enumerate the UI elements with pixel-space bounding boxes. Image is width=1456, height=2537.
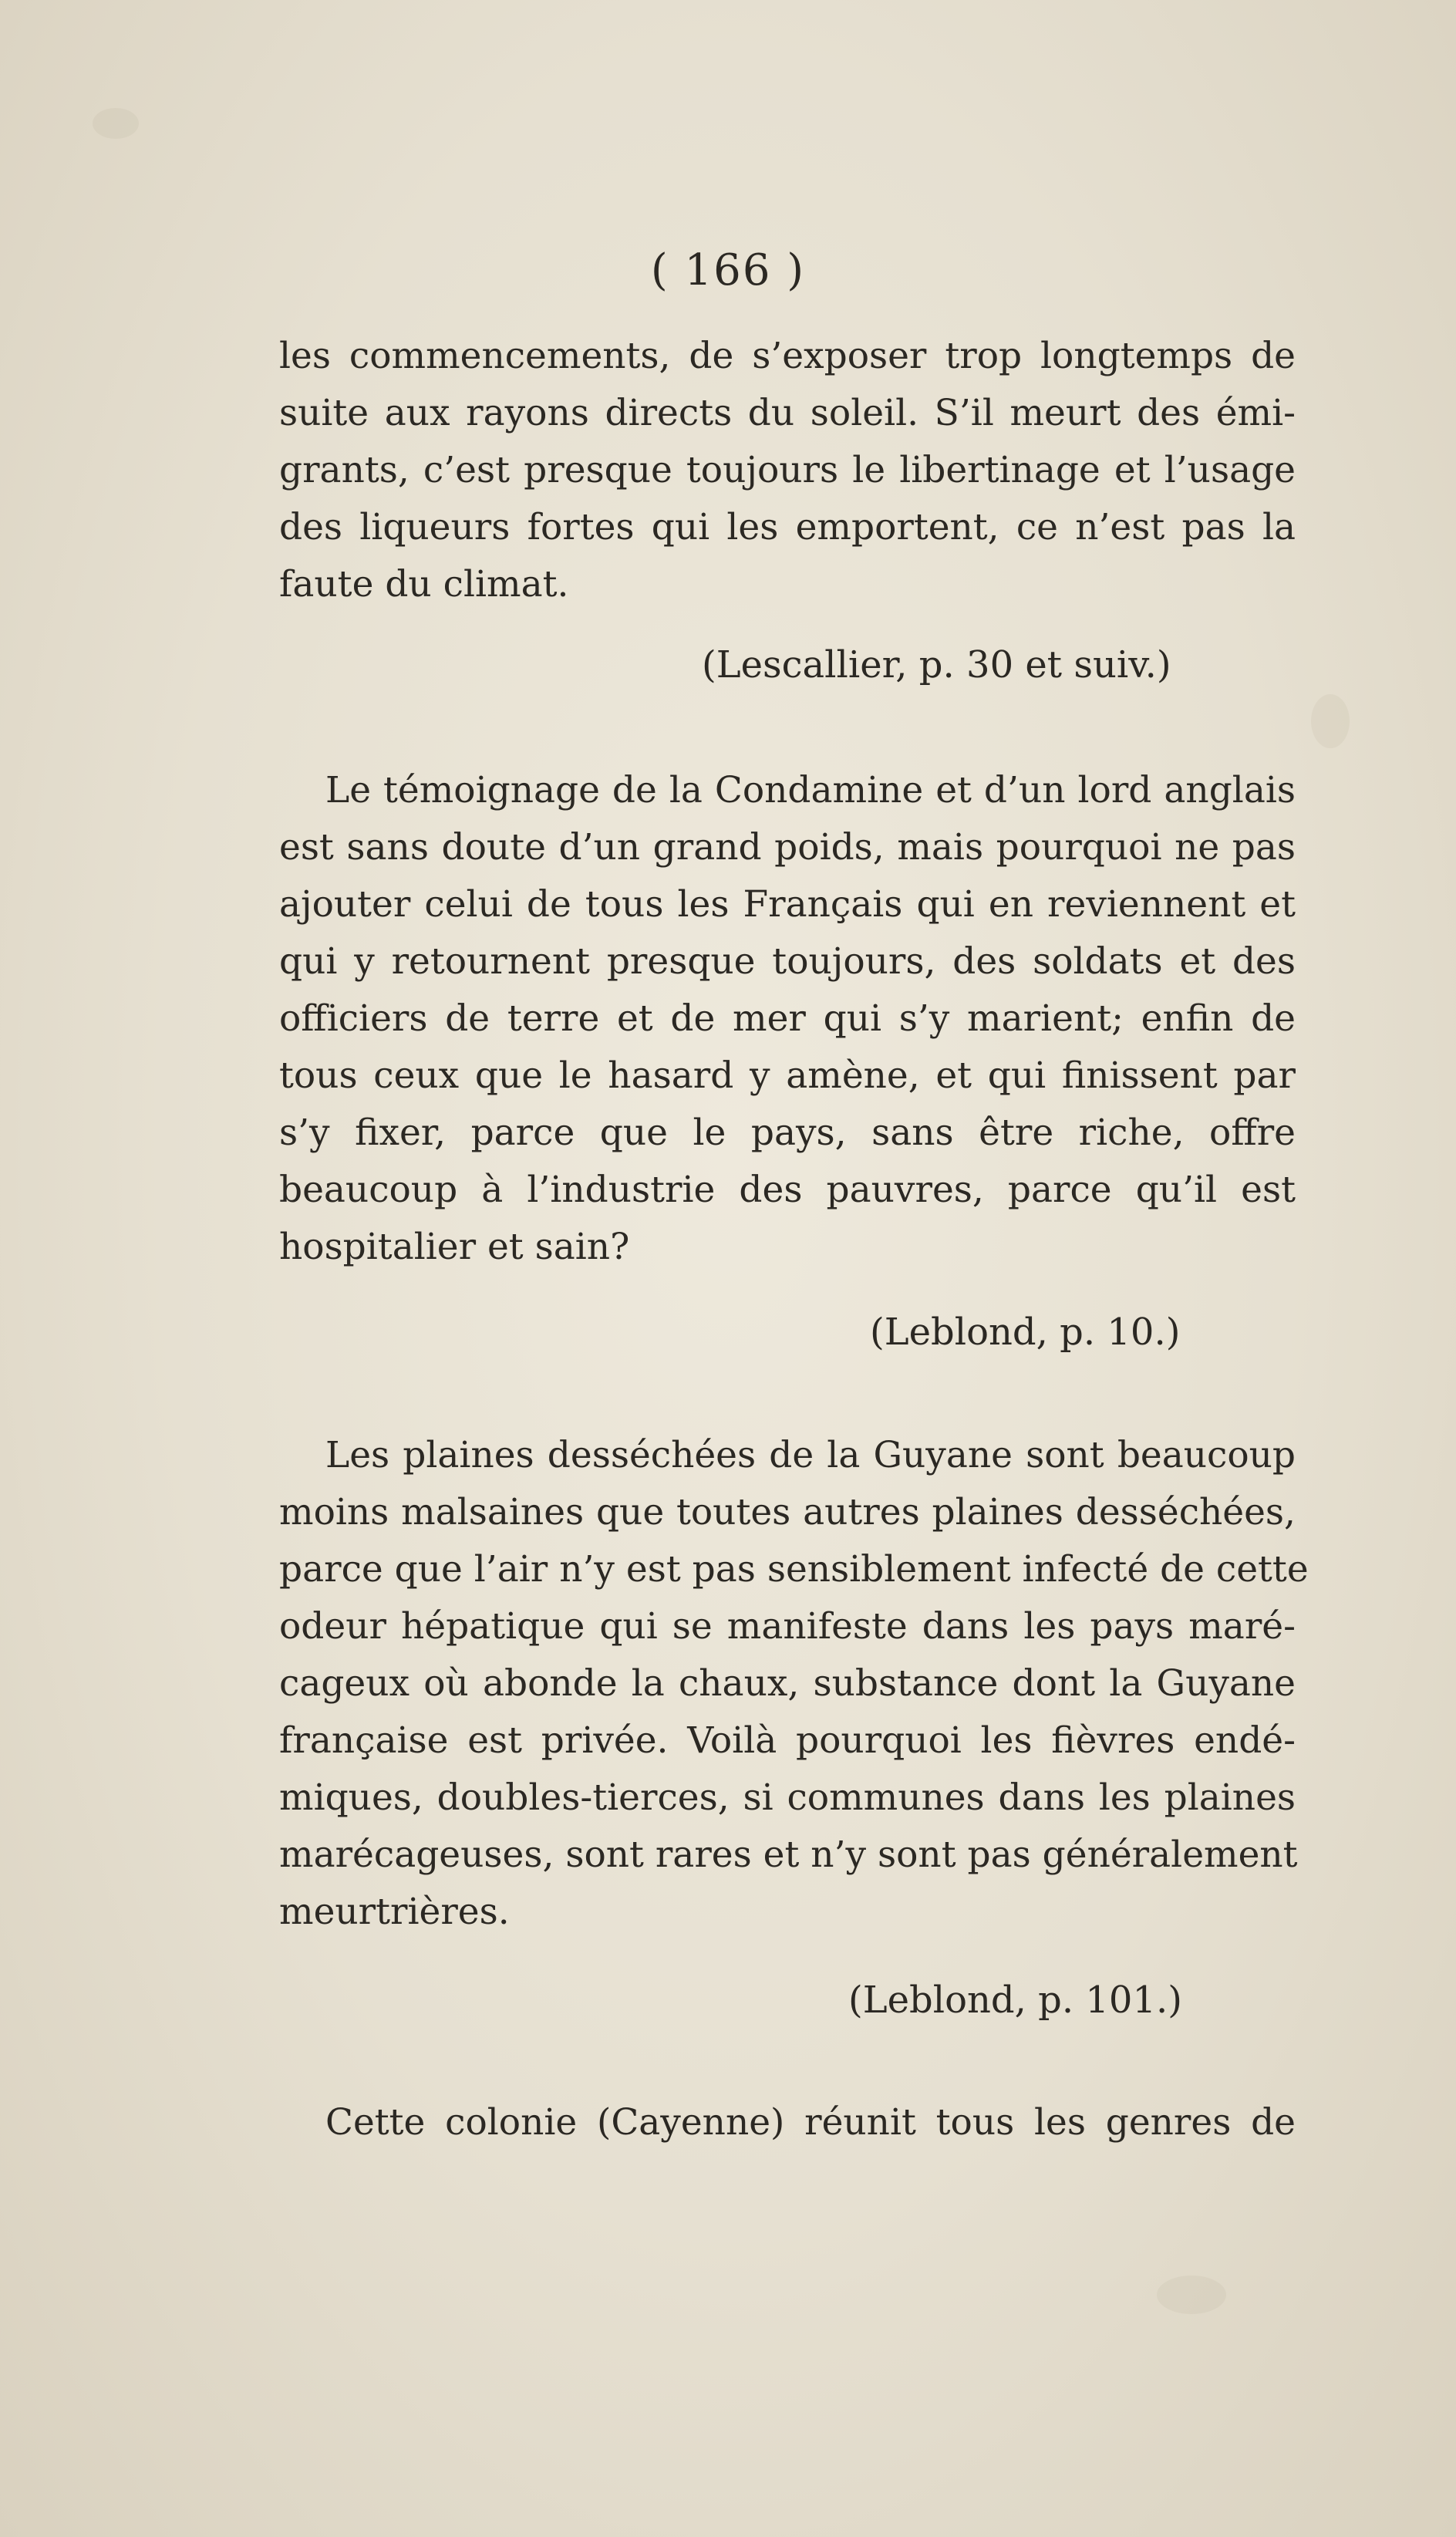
text-line: grants, c’est presque toujours le libertinage et l’usage [279,449,1296,491]
text-line: cageux où abonde la chaux, substance dont la Guyane [279,1662,1296,1705]
text-line: s’y fixer, parce que le pays, sans être riche, offre [279,1112,1296,1154]
citation-2: (Leblond, p. 10.) [870,1311,1181,1354]
text-line: tous ceux que le hasard y amène, et qui finissent par [279,1054,1296,1097]
text-line: qui y retournent presque toujours, des soldats et des [279,940,1296,983]
text-line: des liqueurs fortes qui les emportent, ce n’est pas la [279,506,1296,548]
paper-stain [1157,2276,1226,2314]
text-line: faute du climat. [279,563,569,606]
text-line: les commencements, de s’exposer trop longtemps de [279,335,1296,377]
text-line: Le témoignage de la Condamine et d’un lord anglais [325,769,1296,811]
text-line: moins malsaines que toutes autres plaines desséchées, [279,1491,1296,1533]
paper-stain [93,108,139,139]
text-line: meurtrières. [279,1891,510,1933]
text-line: odeur hépatique qui se manifeste dans les pays maré- [279,1605,1296,1648]
text-line: Cette colonie (Cayenne) réunit tous les genres de [325,2101,1296,2144]
paragraph-1 [279,328,1296,613]
paragraph-2 [279,762,1296,1276]
citation-1: (Lescallier, p. 30 et suiv.) [702,643,1171,687]
text-line: officiers de terre et de mer qui s’y marient; enfin de [279,997,1296,1040]
text-line: suite aux rayons directs du soleil. S’il meurt des émi- [279,392,1296,434]
citation-3: (Leblond, p. 101.) [848,1979,1182,2022]
paragraph-3 [279,1427,1309,1941]
page-number: ( 166 ) [650,245,806,295]
paragraph-4 [279,2094,1296,2151]
text-line: parce que l’air n’y est pas sensiblement infecté de cette [279,1548,1309,1591]
text-line: hospitalier et sain? [279,1226,630,1268]
text-line: ajouter celui de tous les Français qui en reviennent et [279,883,1296,926]
paper-stain [1311,694,1350,748]
text-line: Les plaines desséchées de la Guyane sont beaucoup [325,1434,1296,1476]
text-line: marécageuses, sont rares et n’y sont pas généralement [279,1834,1298,1876]
text-line: est sans doute d’un grand poids, mais pourquoi ne pas [279,826,1296,869]
text-line: française est privée. Voilà pourquoi les fièvres endé- [279,1719,1296,1762]
text-line: miques, doubles-tierces, si communes dans les plaines [279,1776,1296,1819]
text-line: beaucoup à l’industrie des pauvres, parce qu’il est [279,1169,1296,1211]
